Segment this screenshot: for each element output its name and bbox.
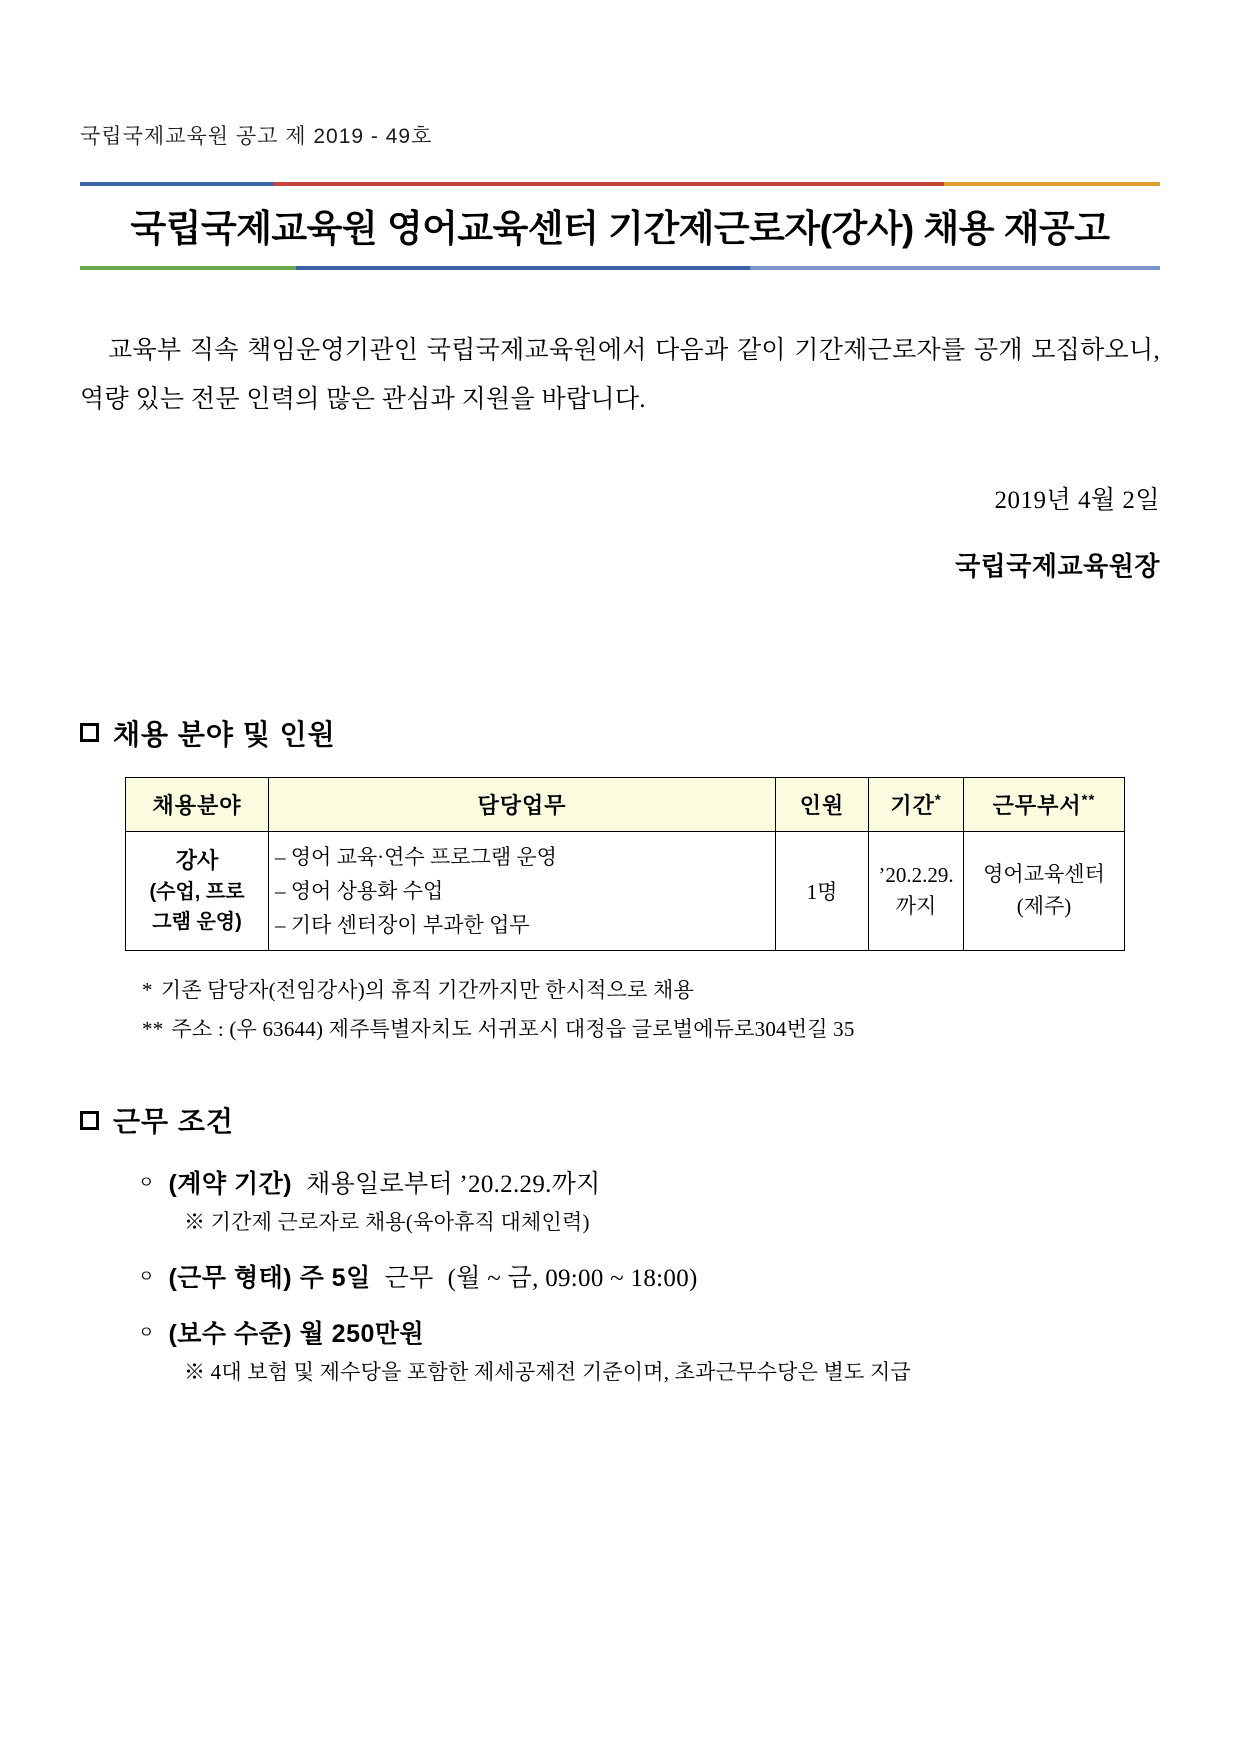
term-label: (계약 기간) bbox=[168, 1170, 293, 1199]
square-bullet-icon bbox=[80, 1111, 99, 1130]
term-note: ※ 기간제 근로자로 채용(육아휴직 대체인력) bbox=[184, 1210, 590, 1235]
th-count bbox=[776, 777, 869, 831]
th-dept bbox=[964, 777, 1125, 831]
term-value-detail: (월 ~ 금, 09:00 ~ 18:00) bbox=[447, 1265, 698, 1293]
intro-text: 교육부 직속 책임운영기관인 국립국제교육원에서 다음과 같이 기간제근로자를 공개 모집하오니, 역량 있는 전문 인력의 많은 관심과 지원을 바랍니다. bbox=[80, 337, 1160, 413]
term-label: (보수 수준) 월 250만원 bbox=[168, 1320, 425, 1349]
list-item bbox=[138, 1164, 1160, 1200]
rule-segment-left bbox=[80, 266, 296, 270]
circle-bullet-icon: ㅇ bbox=[138, 1267, 155, 1287]
field-sub-1: (수업, 프로 bbox=[149, 881, 245, 904]
page-title: 국립국제교육원 영어교육센터 기간제근로자(강사) 채용 재공고 bbox=[130, 208, 1110, 249]
field-main: 강사 bbox=[175, 848, 219, 874]
square-bullet-icon bbox=[80, 723, 99, 742]
section-heading-terms bbox=[80, 1100, 1160, 1140]
title-block bbox=[80, 172, 1160, 282]
intro-paragraph bbox=[80, 327, 1160, 425]
rule-segment-right bbox=[944, 182, 1160, 186]
th-count-label: 인원 bbox=[799, 792, 845, 818]
period-line-1: ’20.2.29. bbox=[878, 863, 954, 888]
footnote-1-mark: * bbox=[142, 977, 153, 1002]
footnote-1-text: 기존 담당자(전임강사)의 휴직 기간까지만 한시적으로 채용 bbox=[160, 977, 695, 1002]
th-period-mark: * bbox=[934, 791, 942, 809]
recruit-table bbox=[125, 777, 1125, 951]
list-item bbox=[138, 1258, 1160, 1294]
table-footnotes bbox=[80, 971, 1160, 1051]
terms-list bbox=[80, 1164, 1160, 1386]
th-period-label: 기간 bbox=[890, 792, 935, 818]
issue-date: 2019년 4월 2일 bbox=[994, 486, 1160, 514]
table-row bbox=[126, 831, 1125, 950]
list-item bbox=[138, 1314, 1160, 1350]
dept-line-1: 영어교육센터 bbox=[983, 862, 1105, 887]
term-note: ※ 4대 보험 및 제수당을 포함한 제세공제전 기준이며, 초과근무수당은 별도 지급 bbox=[184, 1360, 911, 1385]
th-dept-mark: ** bbox=[1081, 791, 1096, 809]
rule-segment-right bbox=[750, 266, 1160, 270]
th-duty-label: 담당업무 bbox=[477, 792, 567, 818]
period-line-2: 까지 bbox=[895, 893, 937, 918]
rule-segment-left bbox=[80, 182, 274, 186]
rule-segment-middle bbox=[274, 182, 944, 186]
cell-dept bbox=[964, 831, 1125, 950]
issuer-name: 국립국제교육원장 bbox=[955, 551, 1160, 581]
dept-line-2: (제주) bbox=[1016, 893, 1072, 918]
cell-duty bbox=[269, 831, 776, 950]
rule-segment-middle bbox=[296, 266, 750, 270]
notice-number: 국립국제교육원 공고 제 2019 - 49호 bbox=[80, 125, 433, 148]
duty-line-1: – 영어 교육·연수 프로그램 운영 bbox=[275, 844, 557, 869]
term-value: 채용일로부터 ’20.2.29.까지 bbox=[306, 1171, 601, 1199]
section-heading-terms-label: 근무 조건 bbox=[113, 1106, 234, 1138]
footnote-1 bbox=[142, 971, 1160, 1011]
section-heading-recruit-label: 채용 분야 및 인원 bbox=[113, 718, 336, 750]
th-period bbox=[869, 777, 964, 831]
section-heading-recruit bbox=[80, 713, 1160, 753]
title-rule-bottom bbox=[80, 266, 1160, 270]
footnote-2 bbox=[142, 1010, 1160, 1050]
table-header-row bbox=[126, 777, 1125, 831]
circle-bullet-icon: ㅇ bbox=[138, 1323, 155, 1343]
field-sub-2: 그램 운영) bbox=[152, 911, 242, 934]
term-label: (근무 형태) 주 5일 bbox=[168, 1264, 371, 1293]
th-duty bbox=[269, 777, 776, 831]
term-value: 근무 bbox=[384, 1265, 434, 1293]
th-dept-label: 근무부서 bbox=[992, 792, 1082, 818]
footnote-2-text: 주소 : (우 63644) 제주특별자치도 서귀포시 대정읍 글로벌에듀로304번길 35 bbox=[171, 1017, 855, 1042]
duty-line-3: – 기타 센터장이 부과한 업무 bbox=[275, 912, 530, 937]
cell-field bbox=[126, 831, 269, 950]
recruit-table-wrapper bbox=[80, 777, 1160, 951]
duty-line-2: – 영어 상용화 수업 bbox=[275, 878, 444, 903]
th-field-label: 채용분야 bbox=[152, 792, 242, 818]
cell-period bbox=[869, 831, 964, 950]
title-rule-top bbox=[80, 182, 1160, 186]
circle-bullet-icon: ㅇ bbox=[138, 1173, 155, 1193]
footnote-2-mark: ** bbox=[142, 1017, 164, 1042]
cell-count: 1명 bbox=[776, 831, 869, 950]
spacer bbox=[138, 1300, 1160, 1314]
th-field bbox=[126, 777, 269, 831]
